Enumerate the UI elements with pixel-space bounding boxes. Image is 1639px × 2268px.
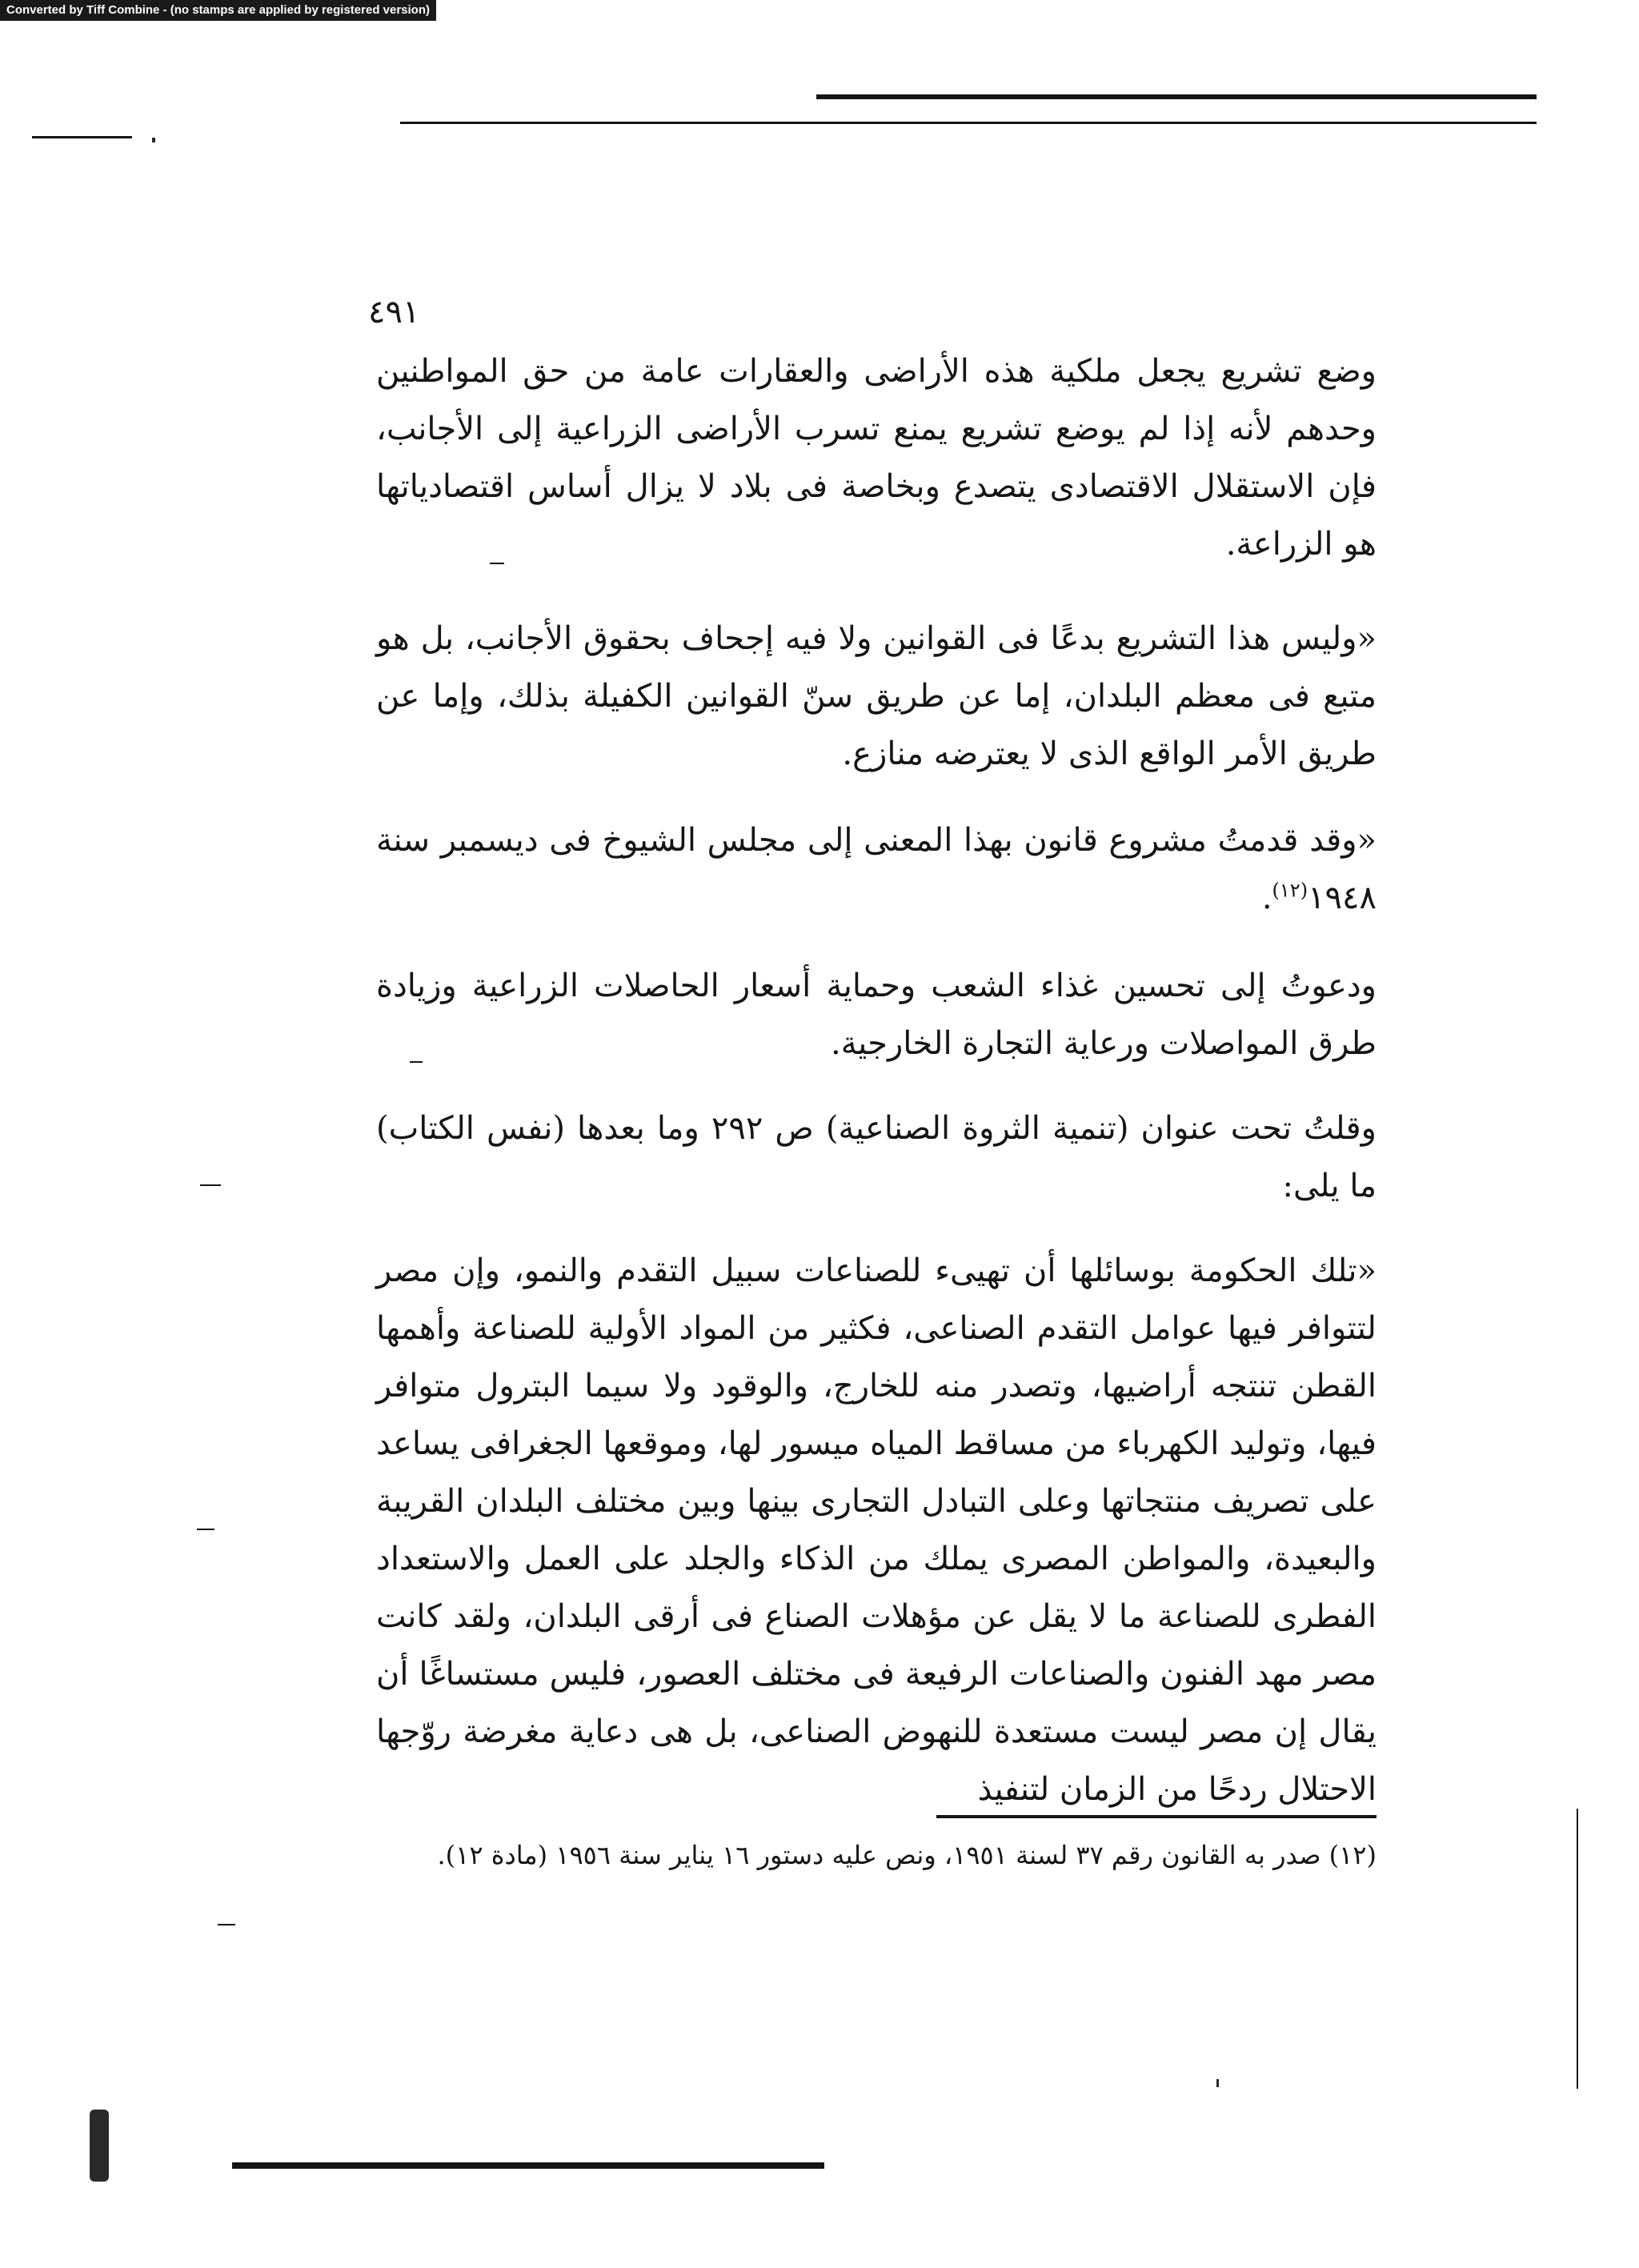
footnote-reference: (١٢) [1272, 879, 1308, 902]
margin-mark [410, 1061, 423, 1063]
scan-speck [152, 138, 155, 142]
margin-mark [490, 563, 504, 564]
paragraph-3-text: «وقد قدمتُ مشروع قانون بهذا المعنى إلى مجلس الشيوخ فى ديسمبر سنة ١٩٤٨ [376, 822, 1377, 916]
margin-mark [32, 136, 132, 138]
paragraph-3-end: . [1261, 880, 1272, 916]
paragraph-2: «وليس هذا التشريع بدعًا فى القوانين ولا فيه إجحاف بحقوق الأجانب، بل هو متبع فى معظم البلدان، إما عن طريق سنّ القوانين الكفيلة بذلك، وإما عن طريق الأمر الواقع الذى لا يعترضه منازع. [376, 620, 1377, 772]
header-rule [400, 122, 1537, 124]
margin-mark [197, 1529, 214, 1530]
paragraph-3 [376, 811, 1377, 927]
footnote-12: (١٢) صدر به القانون رقم ٣٧ لسنة ١٩٥١، ونص عليه دستور ١٦ يناير سنة ١٩٥٦ (مادة ١٢). [437, 1840, 1377, 1870]
scan-blot [90, 2110, 109, 2182]
paragraph-5: وقلتُ تحت عنوان (تنمية الثروة الصناعية) ص ٢٩٢ وما بعدها (نفس الكتاب) ما يلى: [376, 1110, 1377, 1204]
converter-banner: Converted by Tiff Combine - (no stamps are applied by registered version) [0, 0, 436, 21]
header-rule-thick [816, 94, 1537, 99]
right-edge-line [1577, 1809, 1578, 2089]
margin-mark [218, 1924, 235, 1925]
footer-rule [232, 2162, 824, 2169]
paragraph-6: «تلك الحكومة بوسائلها أن تهيىء للصناعات سبيل التقدم والنمو، وإن مصر لتتوافر فيها عوامل التقدم الصناعى، فكثير من المواد الأولية للصناعة وأهمها القطن تنتجه أراضيها، وتصدر منه للخارج، والوقود ولا سيما البترول متوافر فيها، وتوليد الكهرباء من مساقط المياه ميسور لها، وموقعها الجغرافى يساعد على تصريف منتجاتها وعلى التبادل التجارى بينها وبين مختلف البلدان القريبة والبعيدة، والمواطن المصرى يملك من الذكاء والجلد على العمل والاستعداد الفطرى للصناعة ما لا يقل عن مؤهلات الصناع فى أرقى البلدان، ولقد كانت مصر مهد الفنون والصناعات الرفيعة فى مختلف العصور، فليس مستساغًا أن يقال إن مصر ليست مستعدة للنهوض الصناعى، بل هى دعاية مغرضة روّجها الاحتلال ردحًا من الزمان لتنفيذ [376, 1252, 1377, 1808]
paragraph-4: ودعوتُ إلى تحسين غذاء الشعب وحماية أسعار الحاصلات الزراعية وزيادة طرق المواصلات ورعاية التجارة الخارجية. [376, 968, 1377, 1062]
paragraph-1: وضع تشريع يجعل ملكية هذه الأراضى والعقارات عامة من حق المواطنين وحدهم لأنه إذا لم يوضع تشريع يمنع تسرب الأراضى الزراعية إلى الأجانب، فإن الاستقلال الاقتصادى يتصدع وبخاصة فى بلاد لا يزال أساس اقتصادياتها هو الزراعة. [376, 353, 1377, 563]
scan-speck [1216, 2079, 1219, 2087]
footnote-rule [936, 1815, 1377, 1818]
page-number: ٤٩١ [368, 294, 420, 331]
margin-mark [200, 1184, 221, 1186]
